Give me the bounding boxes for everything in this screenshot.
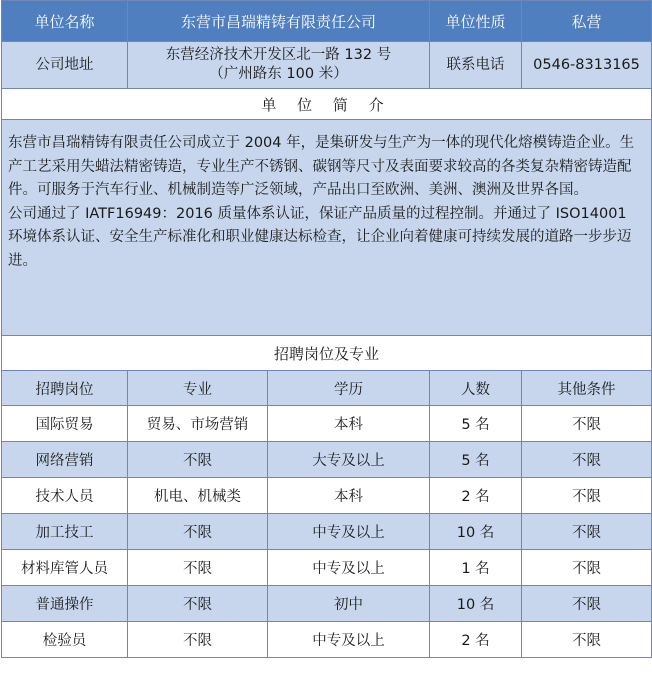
recruitment-heading: 招聘岗位及专业 (2, 336, 652, 371)
company-info-table (1, 0, 652, 658)
address-row (2, 42, 652, 89)
job-other-requirements: 不限 (522, 586, 652, 622)
column-header-major: 专业 (128, 371, 268, 406)
address-line-2: （广州路东 100 米） (209, 66, 348, 82)
job-other-requirements: 不限 (522, 622, 652, 658)
job-education: 初中 (268, 586, 430, 622)
job-headcount: 10 名 (430, 586, 522, 622)
job-headcount: 1 名 (430, 550, 522, 586)
job-education: 中专及以上 (268, 550, 430, 586)
job-major: 不限 (128, 622, 268, 658)
job-other-requirements: 不限 (522, 406, 652, 442)
table-row (2, 622, 652, 658)
table-row (2, 442, 652, 478)
job-other-requirements: 不限 (522, 514, 652, 550)
job-other-requirements: 不限 (522, 550, 652, 586)
column-header-headcount: 人数 (430, 371, 522, 406)
job-education: 大专及以上 (268, 442, 430, 478)
recruitment-heading-row (2, 336, 652, 371)
address-label: 公司地址 (2, 42, 128, 89)
company-nature: 私营 (522, 1, 652, 42)
job-position: 网络营销 (2, 442, 128, 478)
table-row (2, 514, 652, 550)
job-position: 材料库管人员 (2, 550, 128, 586)
table-row (2, 478, 652, 514)
recruitment-column-header-row (2, 371, 652, 406)
company-phone: 0546-8313165 (522, 42, 652, 89)
nature-label: 单位性质 (430, 1, 522, 42)
job-education: 本科 (268, 406, 430, 442)
job-major: 不限 (128, 442, 268, 478)
job-major: 不限 (128, 514, 268, 550)
intro-paragraph-2: 公司通过了 IATF16949：2016 质量体系认证，保证产品质量的过程控制。并通过了 ISO14001 环境体系认证、安全生产标准化和职业健康达标检查，让企业向着健康可持续发展的道路一步步迈进。 (8, 205, 632, 269)
name-label: 单位名称 (2, 1, 128, 42)
column-header-education: 学历 (268, 371, 430, 406)
job-headcount: 2 名 (430, 478, 522, 514)
intro-paragraph-1: 东营市昌瑞精铸有限责任公司成立于 2004 年，是集研发与生产为一体的现代化熔模铸造企业。生产工艺采用失蜡法精密铸造，专业生产不锈钢、碳钢等尺寸及表面要求较高的各类复杂精密铸造配件。可服务于汽车行业、机械制造等广泛领域，产品出口至欧洲、美洲、澳洲及世界各国。 (8, 135, 635, 198)
company-name: 东营市昌瑞精铸有限责任公司 (128, 1, 430, 42)
company-recruitment-sheet (1, 0, 651, 658)
job-position: 检验员 (2, 622, 128, 658)
job-other-requirements: 不限 (522, 478, 652, 514)
table-row (2, 586, 652, 622)
intro-heading: 单 位 简 介 (2, 89, 652, 120)
job-headcount: 10 名 (430, 514, 522, 550)
column-header-other-requirements: 其他条件 (522, 371, 652, 406)
job-headcount: 5 名 (430, 406, 522, 442)
column-header-position: 招聘岗位 (2, 371, 128, 406)
address-line-1: 东营经济技术开发区北一路 132 号 (165, 47, 392, 63)
company-name-row (2, 1, 652, 42)
job-education: 本科 (268, 478, 430, 514)
job-major: 不限 (128, 586, 268, 622)
intro-row (2, 120, 652, 336)
table-row (2, 550, 652, 586)
job-education: 中专及以上 (268, 622, 430, 658)
intro-heading-row (2, 89, 652, 120)
job-headcount: 2 名 (430, 622, 522, 658)
job-position: 国际贸易 (2, 406, 128, 442)
company-address (128, 42, 430, 89)
job-position: 普通操作 (2, 586, 128, 622)
job-position: 技术人员 (2, 478, 128, 514)
phone-label: 联系电话 (430, 42, 522, 89)
job-major: 不限 (128, 550, 268, 586)
job-education: 中专及以上 (268, 514, 430, 550)
job-major: 机电、机械类 (128, 478, 268, 514)
job-position: 加工技工 (2, 514, 128, 550)
table-row (2, 406, 652, 442)
job-headcount: 5 名 (430, 442, 522, 478)
job-other-requirements: 不限 (522, 442, 652, 478)
job-major: 贸易、市场营销 (128, 406, 268, 442)
intro-text (2, 120, 652, 336)
